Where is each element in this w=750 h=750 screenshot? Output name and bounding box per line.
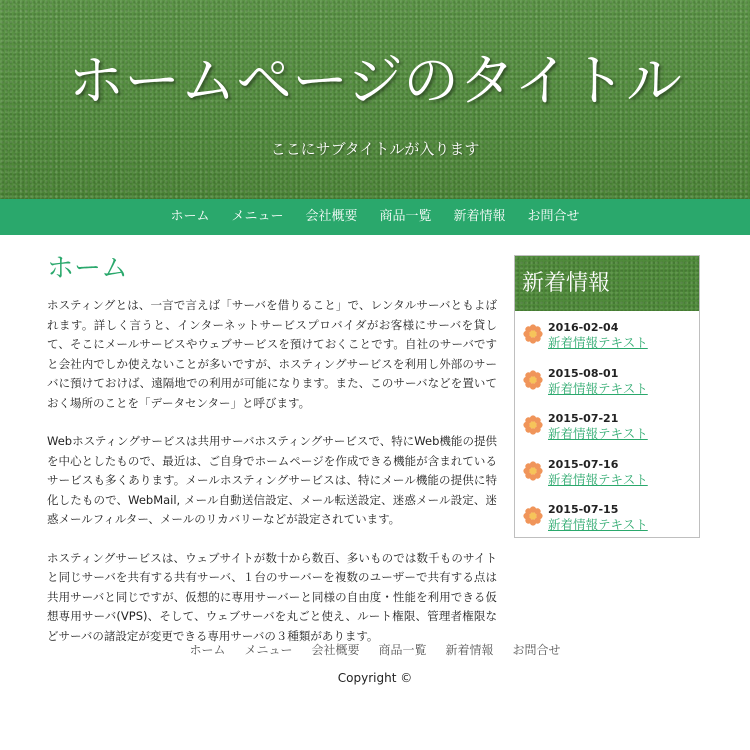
nav-item-home[interactable]: ホーム — [170, 209, 210, 224]
list-item — [515, 501, 699, 547]
nav-item-menu[interactable]: メニュー — [231, 209, 284, 224]
footer-item-menu[interactable]: メニュー — [244, 643, 293, 657]
news-date: 2015-07-21 — [548, 412, 619, 425]
flower-icon — [523, 506, 543, 526]
site-subtitle: ここにサブタイトルが入ります — [270, 140, 480, 158]
footer-item-news[interactable]: 新着情報 — [445, 643, 494, 657]
news-date: 2015-07-15 — [548, 503, 619, 516]
footer-item-company[interactable]: 会社概要 — [311, 643, 360, 657]
nav-item-contact[interactable]: お問合せ — [527, 209, 580, 224]
news-link[interactable]: 新着情報テキスト — [548, 335, 648, 350]
nav-item-products[interactable]: 商品一覧 — [379, 209, 432, 224]
flower-icon — [523, 370, 543, 390]
sidebar-title: 新着情報 — [515, 256, 699, 311]
main-content — [47, 252, 497, 665]
paragraph: ホスティングサービスは、ウェブサイトが数十から数百、多いものでは数千ものサイトと同じサーバを共有する共有サーバ、１台のサーバーを複数のユーザーで共有する点は共用サーバと同じですが、仮想的に専用サーバーと同様の自由度・性能を利用できる仮想専用サーバ(VPS)、そして、ウェブサーバを丸ごと使え、ルート権限、管理者権限などサーバの諸設定が変更できる専用サーバの３種類があります。 — [47, 550, 497, 643]
site-title: ホームページのタイトル — [68, 49, 682, 114]
list-item — [515, 410, 699, 456]
news-link[interactable]: 新着情報テキスト — [548, 380, 648, 396]
footer-nav — [0, 641, 750, 659]
copyright: Copyright © — [337, 671, 413, 685]
news-date: 2015-08-01 — [548, 366, 619, 380]
page-title: ホーム — [47, 253, 128, 284]
flower-icon — [523, 461, 543, 481]
footer-item-home[interactable]: ホーム — [189, 643, 226, 657]
footer-item-contact[interactable]: お問合せ — [512, 643, 561, 657]
main-nav — [0, 199, 750, 235]
list-item — [515, 319, 699, 365]
flower-icon — [523, 415, 543, 435]
footer-item-products[interactable]: 商品一覧 — [378, 643, 427, 657]
nav-item-news[interactable]: 新着情報 — [453, 209, 506, 224]
news-link[interactable]: 新着情報テキスト — [548, 517, 648, 532]
paragraph: Webホスティングサービスは共用サーバホスティングサービスで、特にWeb機能の提供を中心としたもので、最近は、ご自身でホームページを作成できる機能が含まれているサービスも多くあります。メールホスティングサービスは、特にメール機能の提供に特化したもので、WebMail, メール自動送信設定、メール転送設定、迷惑メール設定、迷惑メールフィルター、メールのリカバリーなどが設定されています。 — [47, 434, 497, 526]
list-item — [515, 456, 699, 502]
list-item — [515, 365, 699, 411]
news-link[interactable]: 新着情報テキスト — [548, 426, 648, 441]
paragraph: ホスティングとは、一言で言えば「サーバを借りること」で、レンタルサーバともよばれます。詳しく言うと、インターネットサービスプロバイダがお客様にサーバを貸して、そこにメールサービスやウェブサービスを預けておくことです。自社のサーバですと会社内でしか使えないことが多いですが、ホスティングサービスを利用し外部のサーバに預けておけば、遠隔地での利用が可能になります。また、このサーバなどを置いておく場所のことを「データセンター」と呼びます。 — [47, 298, 497, 410]
news-sidebar — [514, 255, 700, 538]
news-link[interactable]: 新着情報テキスト — [548, 471, 648, 487]
news-date: 2015-07-16 — [548, 457, 619, 471]
news-list — [515, 311, 699, 547]
news-date: 2016-02-04 — [548, 321, 619, 334]
nav-item-company[interactable]: 会社概要 — [305, 209, 358, 224]
flower-icon — [523, 324, 543, 344]
site-header — [0, 0, 750, 199]
